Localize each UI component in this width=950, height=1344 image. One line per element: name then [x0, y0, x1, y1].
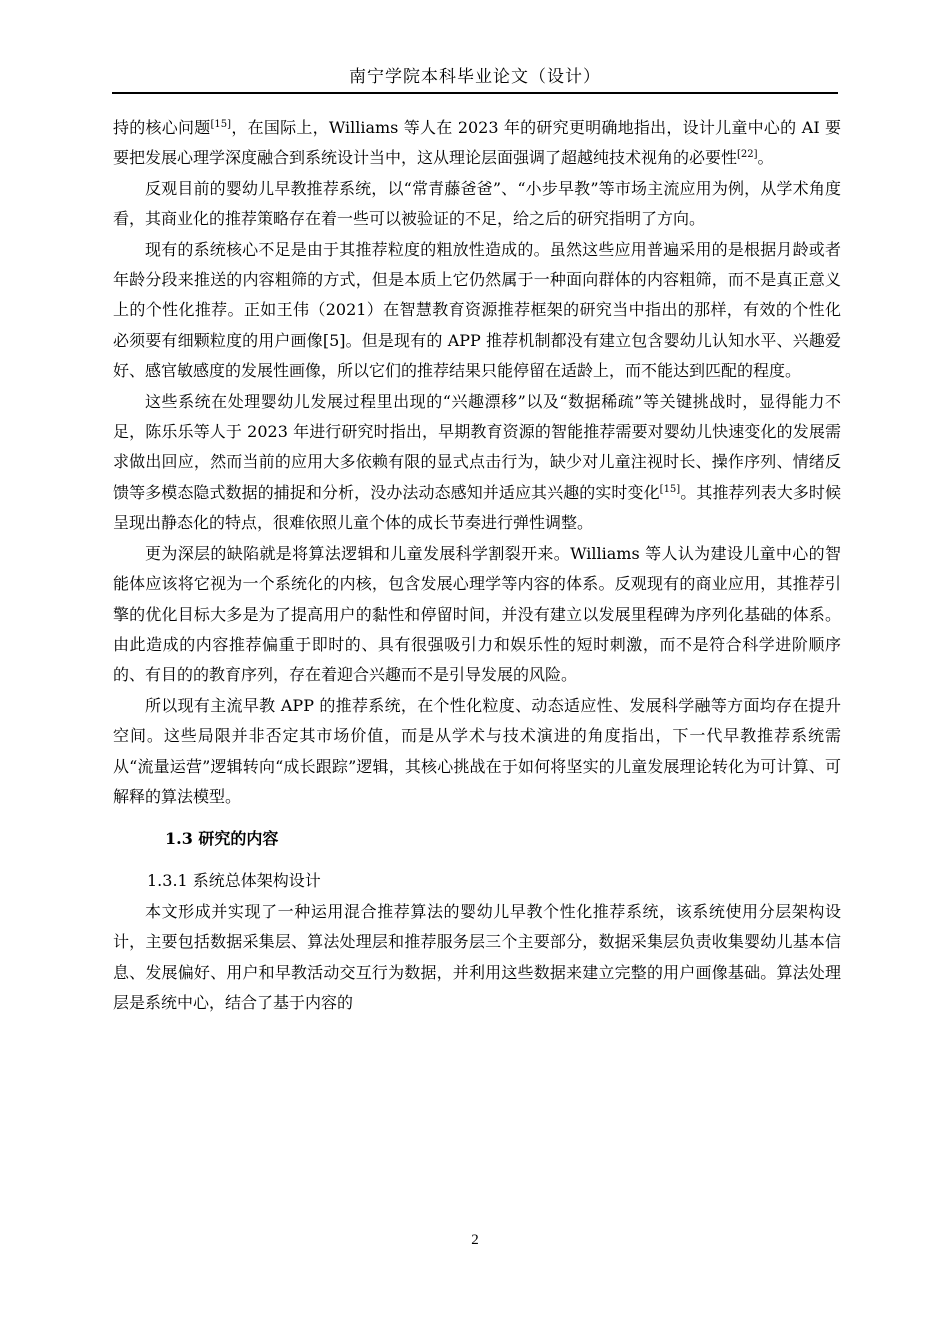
paragraph: 现有的系统核心不足是由于其推荐粒度的粗放性造成的。虽然这些应用普遍采用的是根据月龄或者年龄分段来推送的内容粗筛的方式，但是本质上它仍然属于一种面向群体的内容粗筛，而不是真正意义上的个性化推荐。正如王伟（2021）在智慧教育资源推荐框架的研究当中指出的那样，有效的个性化必须要有细颗粒度的用户画像[5]。但是现有的 APP 推荐机制都没有建立包含婴幼儿认知水平、兴趣爱好、感官敏感度的发展性画像，所以它们的推荐结果只能停留在适龄上，而不能达到匹配的程度。 — [113, 239, 841, 381]
paragraph — [113, 387, 841, 539]
paragraph: 本文形成并实现了一种运用混合推荐算法的婴幼儿早教个性化推荐系统，该系统使用分层架构设计，主要包括数据采集层、算法处理层和推荐服务层三个主要部分，数据采集层负责收集婴幼儿基本信息、发展偏好、用户和早教活动交互行为数据，并利用这些数据来建立完整的用户画像基础。算法处理层是系统中心，结合了基于内容的 — [113, 901, 841, 1012]
citation: [15] — [210, 119, 232, 130]
header-rule — [112, 92, 838, 94]
text-run: ，在国际上，Williams 等人在 2023 年的研究更明确地指出，设计儿童中心的 AI 要要把发展心理学深度融合到系统设计当中，这从理论层面强调了超越纯技术视角的必要性 — [113, 118, 841, 168]
citation: [15] — [659, 483, 681, 495]
section-heading: 1.3 研究的内容 — [165, 829, 279, 849]
text-run: 。其推荐列表大多时候呈现出静态化的特点，很难依照儿童个体的成长节奏进行弹性调整。 — [113, 482, 841, 533]
paragraph: 所以现有主流早教 APP 的推荐系统，在个性化粒度、动态适应性、发展科学融等方面均存在提升空间。这些局限并非否定其市场价值，而是从学术与技术演进的角度指出，下一代早教推荐系统需从“流量运营”逻辑转向“成长跟踪”逻辑，其核心挑战在于如何将坚实的儿童发展理论转化为可计算、可解释的算法模型。 — [113, 695, 841, 806]
text-run: 。 — [757, 148, 774, 168]
page-header: 南宁学院本科毕业论文（设计） — [349, 67, 601, 87]
paragraph — [113, 113, 841, 174]
page-number: 2 — [471, 1232, 479, 1248]
paragraph: 更为深层的缺陷就是将算法逻辑和儿童发展科学割裂开来。Williams 等人认为建设儿童中心的智能体应该将它视为一个系统化的内核，包含发展心理学等内容的体系。反观现有的商业应用，其推荐引擎的优化目标大多是为了提高用户的黏性和停留时间，并没有建立以发展里程碑为序列化基础的体系。由此造成的内容推荐偏重于即时的、具有很强吸引力和娱乐性的短时刺激，而不是符合科学进阶顺序的、有目的的教育序列，存在着迎合兴趣而不是引导发展的风险。 — [113, 543, 841, 685]
paragraph: 反观目前的婴幼儿早教推荐系统，以“常青藤爸爸”、“小步早教”等市场主流应用为例，从学术角度看，其商业化的推荐策略存在着一些可以被验证的不足，给之后的研究指明了方向。 — [113, 178, 841, 229]
text-run: 这些系统在处理婴幼儿发展过程里出现的“兴趣漂移”以及“数据稀疏”等关键挑战时，显得能力不足，陈乐乐等人于 2023 年进行研究时指出，早期教育资源的智能推荐需要对婴幼儿快速变化的发展需求做出回应，然而当前的应用大多依赖有限的显式点击行为，缺少对儿童注视时长、操作序列、情绪反馈等多模态隐式数据的捕捉和分析，没办法动态感知并适应其兴趣的实时变化 — [113, 391, 841, 502]
citation: [22] — [737, 149, 758, 161]
text-run: 持的核心问题 — [113, 118, 211, 137]
subsection-heading: 1.3.1 系统总体架构设计 — [147, 871, 321, 891]
body-text — [113, 113, 841, 1018]
